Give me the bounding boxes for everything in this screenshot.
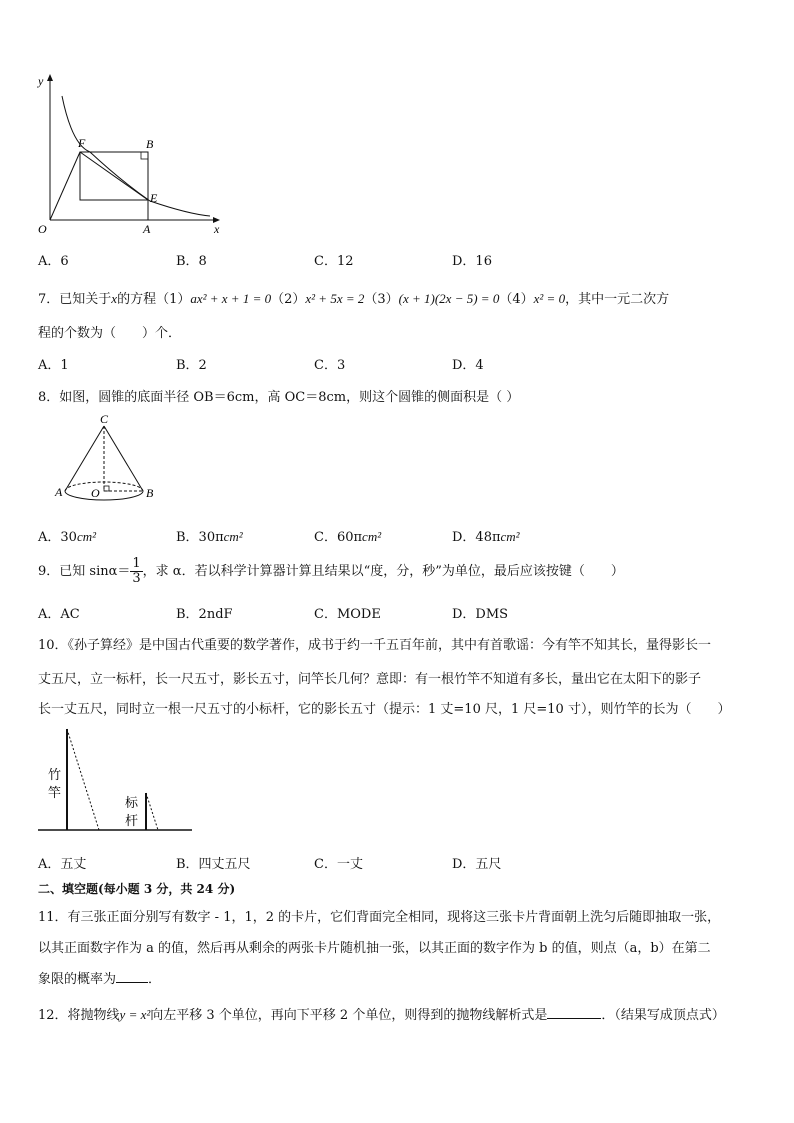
q7-eq1: ax² + x + 1 = 0 (190, 291, 272, 306)
q6-option-c[interactable]: C．12 (314, 254, 354, 269)
q8-option-d[interactable] (452, 526, 520, 545)
q11-stem-line2: 以其正面数字作为 a 的值，然后再从剩余的两张卡片随机抽一张，以其正面的数字作为 b 的值，则点（a，b）在第二 (38, 941, 711, 956)
q8-option-c-text: C．60π (314, 530, 363, 545)
q9-tail: ，求 α．若以科学计算器计算且结果以“度，分，秒”为单位，最后应该按键（ ） (142, 564, 624, 579)
cone-label-a: A (55, 485, 63, 499)
q8-stem: 8．如图，圆锥的底面半径 OB＝6cm，高 OC＝8cm，则这个圆锥的侧面积是（ ） (38, 390, 520, 405)
cone-right-angle-mark (104, 486, 109, 491)
q8-option-c[interactable] (314, 526, 381, 545)
marker-shadow-ray (146, 793, 158, 830)
q7-option-b[interactable]: B．2 (176, 358, 207, 373)
label-f: F (78, 136, 86, 150)
label-x: x (214, 222, 220, 236)
q11-stem-line1: 11．有三张正面分别写有数字 - 1，1，2 的卡片，它们背面完全相同，现将这三张卡片背面朝上洗匀后随即抽取一张， (38, 910, 721, 925)
q9-option-b[interactable]: B．2ndF (176, 607, 233, 622)
q7-option-c[interactable]: C．3 (314, 358, 346, 373)
q12-mid: 向左平移 3 个单位，再向下平移 2 个单位，则得到的抛物线解析式是 (150, 1008, 548, 1023)
q8-option-b-unit: cm² (223, 529, 243, 544)
q6-option-d[interactable]: D．16 (452, 254, 492, 269)
segment-of (50, 152, 80, 220)
q10-option-a[interactable]: A．五丈 (38, 857, 87, 872)
q9-stem (38, 557, 624, 586)
segment-fe (80, 152, 148, 200)
q8-option-b[interactable] (176, 526, 243, 545)
q12-eq: y = x² (119, 1007, 151, 1022)
q10-stem-line2: 丈五尺，立一标杆，长一尺五寸，影长五寸，问竿长几何？意即：有一根竹竿不知道有多长，量出它在太阳下的影子 (38, 672, 702, 687)
q6-option-b[interactable]: B．8 (176, 254, 207, 269)
q7-p4: （4） (499, 292, 534, 307)
q8-option-d-unit: cm² (500, 529, 520, 544)
label-b: B (146, 137, 154, 151)
label-a: A (143, 222, 151, 236)
q8-option-a-text: A．30 (38, 530, 77, 545)
q10-option-d[interactable]: D．五尺 (452, 857, 502, 872)
q11-line3-end: ． (148, 972, 162, 987)
q11-answer-blank[interactable] (116, 970, 148, 983)
q10-stem-line1: 10．《孙子算经》是中国古代重要的数学著作，成书于约一千五百年前，其中有首歌谣：今有竿不知其长，量得影长一 (38, 638, 712, 653)
label-y: y (38, 74, 44, 88)
right-angle-mark (141, 152, 148, 159)
q7-p3: （3） (364, 292, 399, 307)
label-pole-char1: 竹 (48, 767, 62, 782)
q6-option-a[interactable]: A．6 (38, 254, 69, 269)
q7-tail: ，其中一元二次方 (565, 292, 670, 307)
q7-eq3: (x + 1)(2x − 5) = 0 (398, 291, 500, 306)
q7-eq4: x² = 0 (533, 291, 566, 306)
q10-pole-figure (36, 726, 196, 836)
q7-option-a[interactable]: A．1 (38, 358, 69, 373)
q12-stem (38, 1004, 725, 1023)
cone-side-left (65, 426, 104, 491)
cone-base-front (65, 491, 143, 500)
q7-p2: （2） (271, 292, 306, 307)
q11-stem-line3 (38, 968, 161, 987)
cone-label-b: B (146, 486, 154, 500)
cone-label-c: C (100, 412, 109, 426)
q10-option-b[interactable]: B．四丈五尺 (176, 857, 251, 872)
q7-stem-line2: 程的个数为（ ）个． (38, 326, 182, 341)
q8-cone-figure (52, 412, 162, 504)
y-axis-arrow-icon (47, 74, 53, 81)
section2-title: 二、填空题(每小题 3 分，共 24 分) (38, 882, 236, 896)
label-o: O (38, 222, 47, 236)
q12-lead: 12．将抛物线 (38, 1008, 120, 1023)
q8-option-d-text: D．48π (452, 530, 501, 545)
q9-fraction-denominator: 3 (132, 571, 141, 586)
label-stick-char1: 标 (125, 795, 139, 810)
q7-lead: 7．已知关于 (38, 292, 112, 307)
q9-option-a[interactable]: A．AC (38, 607, 80, 622)
cone-side-right (104, 426, 143, 491)
q12-answer-blank[interactable] (547, 1006, 601, 1019)
q9-option-c[interactable]: C．MODE (314, 607, 381, 622)
label-pole-char2: 竿 (48, 785, 62, 800)
q10-stem-line3: 长一丈五尺，同时立一根一尺五寸的小标杆，它的影长五寸（提示：1 丈=10 尺，1 尺=10 寸），则竹竿的长为（ ） (38, 702, 731, 717)
q7-eq2: x² + 5x = 2 (305, 291, 365, 306)
q9-fraction-numerator: 1 (132, 556, 141, 571)
q9-fraction (130, 557, 142, 586)
q7-mid: 的方程（1） (117, 292, 191, 307)
q10-option-c[interactable]: C．一丈 (314, 857, 363, 872)
hyperbola-curve (62, 96, 210, 216)
cone-label-o: O (91, 486, 100, 500)
q8-option-b-text: B．30π (176, 530, 224, 545)
q8-option-a[interactable] (38, 526, 96, 545)
q7-option-d[interactable]: D．4 (452, 358, 484, 373)
bamboo-shadow-ray (67, 729, 99, 830)
q8-option-a-unit: cm² (76, 529, 96, 544)
label-stick-char2: 杆 (125, 813, 139, 828)
q7-stem (38, 288, 669, 307)
q7-var: x (111, 291, 118, 306)
q9-lead: 9．已知 sinα＝ (38, 564, 131, 579)
q11-line3-text: 象限的概率为 (38, 972, 117, 987)
q6-figure (28, 70, 228, 240)
label-e: E (150, 191, 158, 205)
q9-option-d[interactable]: D．DMS (452, 607, 509, 622)
q8-option-c-unit: cm² (362, 529, 382, 544)
q12-tail: ．（结果写成顶点式） (601, 1008, 725, 1023)
